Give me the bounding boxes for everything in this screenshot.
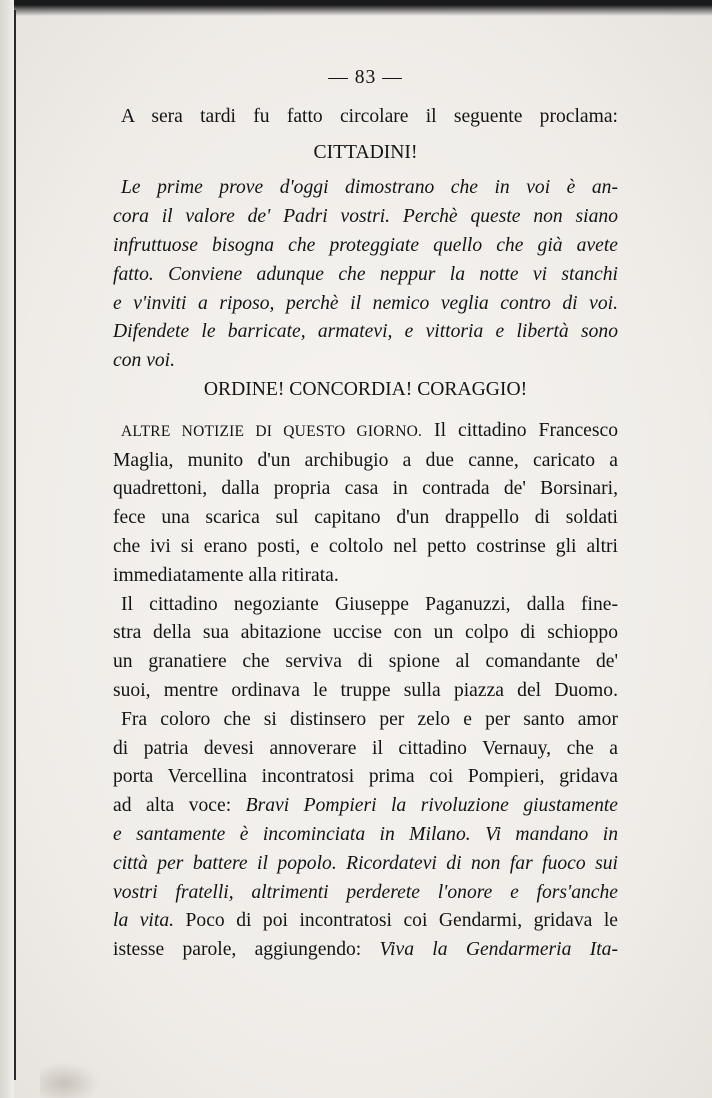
proclamation-body [113,174,618,376]
binding-line [14,10,16,1080]
paragraph-altre-notizie [113,417,618,591]
paragraph-line: stra della sua abitazione uccise con un colpo di schioppo [113,622,618,644]
paragraph-line: vostri fratelli, altrimenti perderete l'onore e fors'anche [113,881,618,903]
paragraph-line: e santamente è incominciata in Milano. Vi mandano in [113,823,618,845]
page-text [113,64,618,965]
text-roman: istesse parole, aggiungendo: [113,939,380,961]
proclamation-line: con voi. [113,350,176,372]
proclamation-heading: CITTADINI! [313,141,418,163]
proclamation-line: Difendete le barricate, armatevi, e vittoria e libertà sono [113,321,618,343]
paragraph-line: quadrettoni, dalla propria casa in contrada de' Borsinari, [113,478,618,500]
paragraph-line: Il cittadino negoziante Giuseppe Paganuzzi, dalla fine- [121,593,618,615]
paragraph-line: Fra coloro che si distinsero per zelo e per santo amor [121,708,618,730]
paragraph-line [113,907,618,936]
paragraph-line [113,417,618,447]
intro-line: A sera tardi fu fatto circolare il seguente proclama: [121,105,618,127]
paragraph-vernauy [113,706,618,965]
text-roman: Poco di poi incontratosi coi Gendarmi, gridava le [174,910,618,932]
paragraph-line: città per battere il popolo. Ricordatevi di non far fuoco sui [113,852,618,874]
text-roman: ad alta voce: [113,795,246,817]
paragraph-line [113,936,618,965]
paragraph-paganuzzi [113,591,618,706]
paragraph-line: porta Vercellina incontratosi prima coi Pompieri, gridava [113,766,618,788]
scan-top-edge [0,0,712,16]
text-italic: Viva la Gendarmeria Ita- [379,939,618,961]
paragraph-line: Maglia, munito d'un archibugio a due canne, caricato a [113,449,618,471]
first-line-rest: Il cittadino Francesco [422,419,618,441]
paragraph-line [113,792,618,821]
proclamation-motto: ORDINE! CONCORDIA! CORAGGIO! [203,378,528,400]
paragraph-line: di patria devesi annoverare il cittadino Vernauy, che a [113,737,618,759]
proclamation-line: Le prime prove d'oggi dimostrano che in voi è an- [121,177,618,199]
text-italic: la vita. [113,910,175,932]
paragraph-line: che ivi si erano posti, e coltolo nel petto costrinse gli altri [113,535,618,557]
page-number: — 83 — [328,67,403,88]
proclamation-line: cora il valore de' Padri vostri. Perchè queste non siano [113,206,618,228]
paragraph-line: fece una scarica sul capitano d'un drappello di soldati [113,507,618,529]
paper-stain [40,1062,100,1098]
section-lead-smallcaps: ALTRE NOTIZIE DI QUESTO GIORNO. [121,422,423,440]
paragraph-line: suoi, mentre ordinava le truppe sulla piazza del Duomo. [113,679,618,701]
proclamation-line: infruttuose bisogna che proteggiate quello che già avete [113,234,618,256]
proclamation-line: e v'inviti a riposo, perchè il nemico veglia contro di voi. [113,292,618,314]
proclamation-line: fatto. Conviene adunque che neppur la notte vi stanchi [113,263,618,285]
text-italic: Bravi Pompieri la rivoluzione giustamente [245,795,619,817]
paragraph-line: un granatiere che serviva di spione al comandante de' [113,651,618,673]
paragraph-line: immediatamente alla ritirata. [113,564,339,586]
scan-left-edge [0,0,14,1098]
